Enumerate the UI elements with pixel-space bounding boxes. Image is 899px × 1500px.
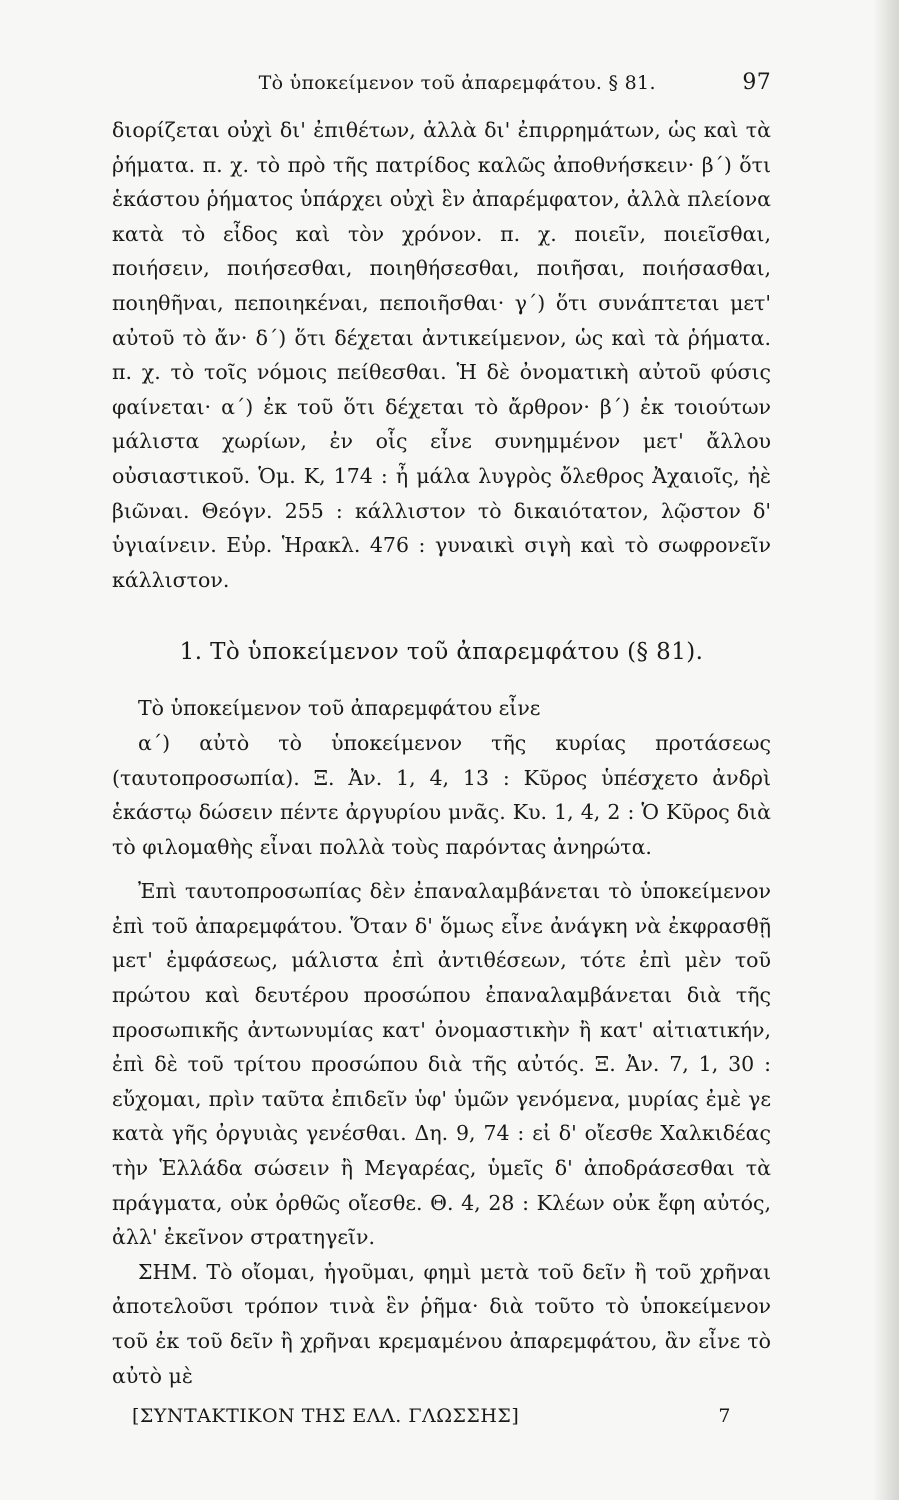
note-paragraph: ΣΗΜ. Τὸ οἴομαι, ἡγοῦμαι, φημὶ μετὰ τοῦ δεῖν ἢ τοῦ χρῆναι ἀποτελοῦσι τρόπον τινὰ ἓν ῥῆμα· διὰ τοῦτο τὸ ὑποκείμενον τοῦ ἐκ τοῦ δεῖν ἢ χρῆναι κρεμαμένου ἀπαρεμφάτου, ἂν εἶνε τὸ αὐτὸ μὲ <box>112 1259 771 1388</box>
body-paragraph: Τὸ ὑποκείμενον τοῦ ἀπαρεμφάτου εἶνε <box>138 696 541 721</box>
running-head <box>112 70 771 95</box>
section-heading: 1. Τὸ ὑποκείμενον τοῦ ἀπαρεμφάτου (§ 81). <box>179 639 704 666</box>
page-number: 97 <box>742 70 771 95</box>
sheet-number: 7 <box>718 1405 731 1428</box>
running-title: Τὸ ὑποκείμενον τοῦ ἀπαρεμφάτου. § 81. <box>258 72 656 94</box>
continued-paragraph: διορίζεται οὐχὶ δι' ἐπιθέτων, ἀλλὰ δι' ἐπιρρημάτων, ὡς καὶ τὰ ῥήματα. π. χ. τὸ πρὸ τῆς πατρίδος καλῶς ἀποθνήσκειν· β΄) ὅτι ἑκάστου ῥήματος ὑπάρχει οὐχὶ ἓν ἀπαρέμφατον, ἀλλὰ πλείονα κατὰ τὸ εἶδος καὶ τὸν χρόνον. π. χ. ποιεῖν, ποιεῖσθαι, ποιήσειν, ποιήσεσθαι, ποιηθήσεσθαι, ποιῆσαι, ποιήσασθαι, ποιηθῆναι, πεποιηκέναι, πεποιῆσθαι· γ΄) ὅτι συνάπτεται μετ' αὐτοῦ τὸ ἄν· δ΄) ὅτι δέχεται ἀντικείμενον, ὡς καὶ τὰ ῥήματα. π. χ. τὸ τοῖς νόμοις πείθεσθαι. Ἡ δὲ ὀνοματικὴ αὐτοῦ φύσις φαίνεται· α΄) ἐκ τοῦ ὅτι δέχεται τὸ ἄρθρον· β΄) ἐκ τοιούτων μάλιστα χωρίων, ἐν οἷς εἶνε συνημμένον μετ' ἄλλου οὐσιαστικοῦ. Ὁμ. Κ, 174 : ἦ μάλα λυγρὸς ὄλεθρος Ἀχαιοῖς, ἠὲ βιῶναι. Θεόγν. 255 : κάλλιστον τὸ δικαιότατον, λῷστον δ' ὑγιαίνειν. Εὐρ. Ἡρακλ. 476 : γυναικὶ σιγὴ καὶ τὸ σωφρονεῖν κάλλιστον. <box>112 118 771 592</box>
body-paragraph: α΄) αὐτὸ τὸ ὑποκείμενον τῆς κυρίας προτάσεως (ταυτοπροσωπία). Ξ. Ἀν. 1, 4, 13 : Κῦρος ὑπέσχετο ἀνδρὶ ἑκάστῳ δώσειν πέντε ἀργυρίου μνᾶς. Κυ. 1, 4, 2 : Ὁ Κῦρος διὰ τὸ φιλομαθὴς εἶναι πολλὰ τοὺς παρόντας ἀνηρώτα. <box>112 730 771 859</box>
sheet-signature: [ΣΥΝΤΑΚΤΙΚΟΝ ΤΗΣ ΕΛΛ. ΓΛΩΣΣΗΣ] <box>132 1405 520 1428</box>
body-paragraph: Ἐπὶ ταυτοπροσωπίας δὲν ἐπαναλαμβάνεται τὸ ὑποκείμενον ἐπὶ τοῦ ἀπαρεμφάτου. Ὅταν δ' ὅμως εἶνε ἀνάγκη νὰ ἐκφρασθῇ μετ' ἐμφάσεως, μάλιστα ἐπὶ ἀντιθέσεων, τότε ἐπὶ μὲν τοῦ πρώτου καὶ δευτέρου προσώπου ἐπαναλαμβάνεται διὰ τῆς προσωπικῆς ἀντωνυμίας κατ' ὀνομαστικὴν ἢ κατ' αἰτιατικήν, ἐπὶ δὲ τοῦ τρίτου προσώπου διὰ τῆς αὐτός. Ξ. Ἀν. 7, 1, 30 : εὔχομαι, πρὶν ταῦτα ἐπιδεῖν ὑφ' ὑμῶν γενόμενα, μυρίας ἐμὲ γε κατὰ γῆς ὀργυιὰς γενέσθαι. Δη. 9, 74 : εἰ δ' οἴεσθε Χαλκιδέας τὴν Ἑλλάδα σώσειν ἢ Μεγαρέας, ὑμεῖς δ' ἀποδράσεσθαι τὰ πράγματα, οὐκ ὀρθῶς οἴεσθε. Θ. 4, 28 : Κλέων οὐκ ἔφη αὐτός, ἀλλ' ἐκεῖνον στρατηγεῖν. <box>112 879 771 1250</box>
page-footer <box>112 1405 771 1427</box>
